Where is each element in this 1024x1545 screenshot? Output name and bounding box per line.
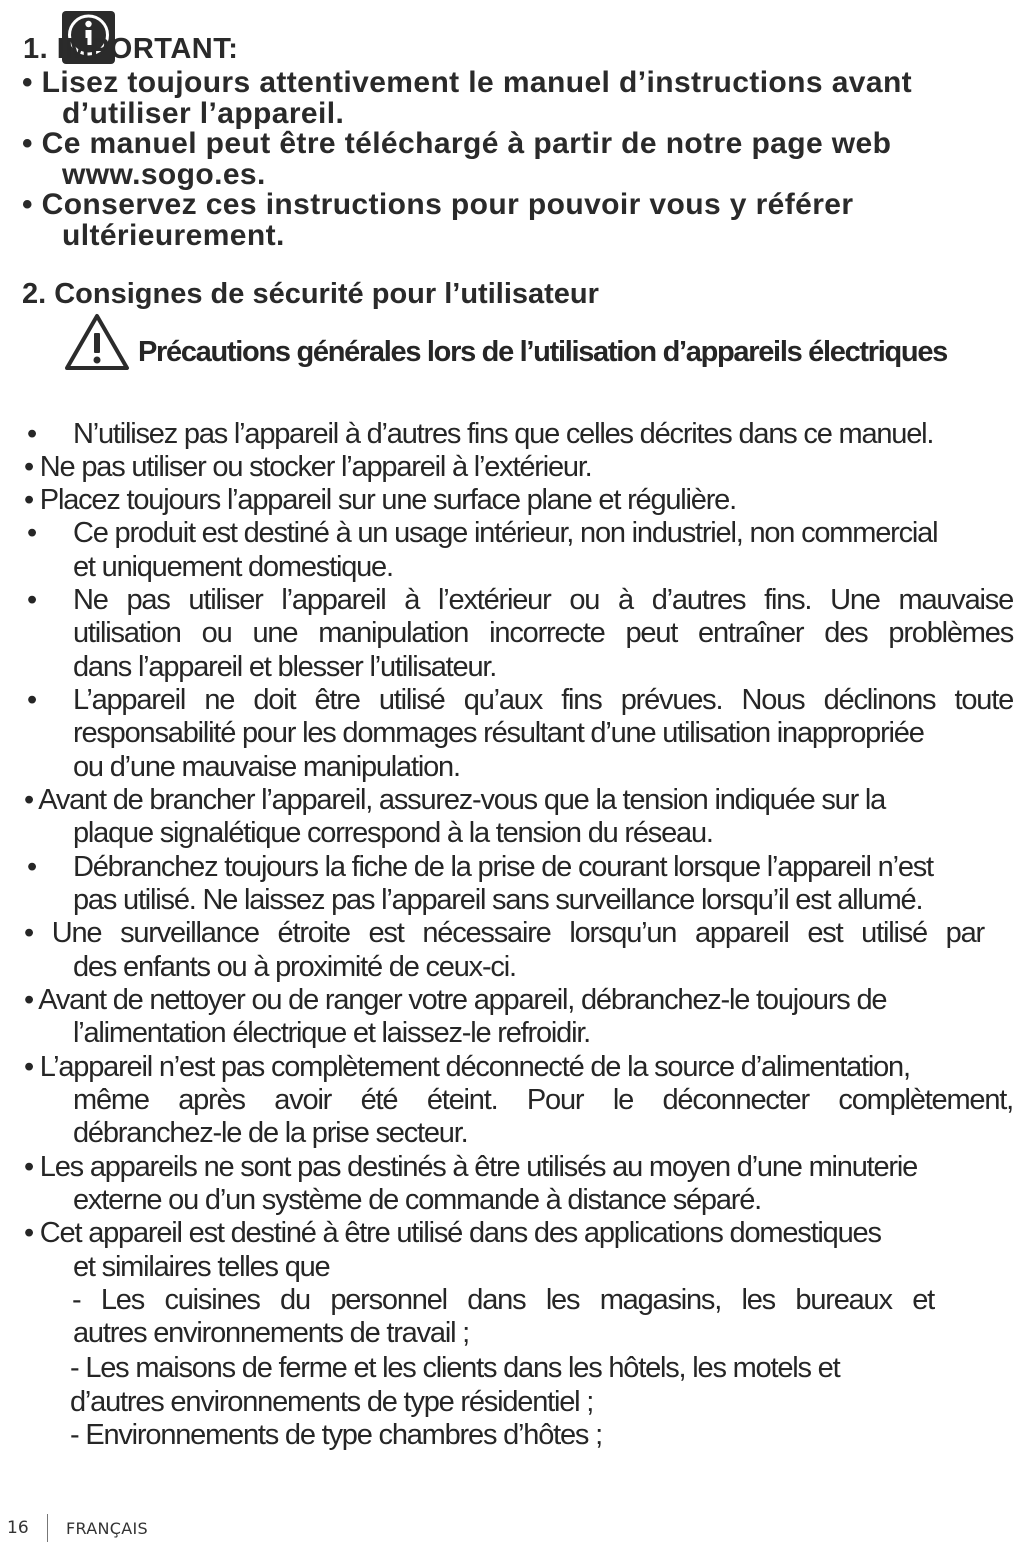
safety-line: débranchez-le de la prise secteur. — [73, 1117, 468, 1149]
page-number: 16 — [7, 1518, 29, 1538]
safety-subline: - Environnements de type chambres d’hôtes ; — [70, 1419, 602, 1451]
safety-line: • Les appareils ne sont pas destinés à être utilisés au moyen d’une minuterie — [24, 1151, 918, 1183]
safety-line: et similaires telles que — [73, 1251, 330, 1283]
safety-line: N’utilisez pas l’appareil à d’autres fins que celles décrites dans ce manuel. — [73, 418, 934, 450]
bullet-mark: • — [27, 418, 36, 450]
safety-line: • Ne pas utiliser ou stocker l’appareil à l’extérieur. — [24, 451, 592, 483]
safety-line: dans l’appareil et blesser l’utilisateur. — [73, 651, 497, 683]
safety-line: L’appareil ne doit être utilisé qu’aux fins prévues. Nous déclinons toute — [73, 684, 1013, 716]
warning-icon — [63, 312, 131, 372]
important-line: • Conservez ces instructions pour pouvoir vous y référer — [22, 188, 854, 221]
important-line: ultérieurement. — [62, 219, 285, 252]
safety-line: et uniquement domestique. — [73, 551, 393, 583]
safety-line: Ce produit est destiné à un usage intérieur, non industriel, non commercial — [73, 517, 938, 549]
safety-line: des enfants ou à proximité de ceux-ci. — [73, 951, 516, 983]
bullet-mark: • — [27, 584, 36, 616]
important-line: d’utiliser l’appareil. — [62, 97, 345, 130]
footer-language: FRANÇAIS — [66, 1519, 148, 1538]
safety-line: • L’appareil n’est pas complètement déconnecté de la source d’alimentation, — [24, 1051, 910, 1083]
safety-line: • Avant de nettoyer ou de ranger votre appareil, débranchez-le toujours de — [24, 984, 887, 1016]
safety-line: • Une surveillance étroite est nécessaire lorsqu’un appareil est utilisé par — [24, 917, 984, 949]
safety-subline: - Les cuisines du personnel dans les magasins, les bureaux et — [72, 1284, 934, 1316]
warning-heading: Précautions générales lors de l’utilisation d’appareils électriques — [138, 336, 947, 368]
safety-heading: 2. Consignes de sécurité pour l’utilisateur — [22, 278, 599, 310]
safety-line: ou d’une mauvaise manipulation. — [73, 751, 460, 783]
safety-line: • Cet appareil est destiné à être utilisé dans des applications domestiques — [24, 1217, 881, 1249]
safety-line: • Placez toujours l’appareil sur une surface plane et régulière. — [24, 484, 736, 516]
safety-line: même après avoir été éteint. Pour le déconnecter complètement, — [73, 1084, 1013, 1116]
footer-divider — [47, 1514, 48, 1542]
safety-line: utilisation ou une manipulation incorrecte peut entraîner des problèmes — [73, 617, 1013, 649]
safety-line: pas utilisé. Ne laissez pas l’appareil sans surveillance lorsqu’il est allumé. — [73, 884, 923, 916]
bullet-mark: • — [27, 851, 36, 883]
safety-line: plaque signalétique correspond à la tension du réseau. — [73, 817, 713, 849]
safety-subline: autres environnements de travail ; — [73, 1317, 470, 1349]
safety-line: externe ou d’un système de commande à distance séparé. — [73, 1184, 762, 1216]
safety-subline: - Les maisons de ferme et les clients dans les hôtels, les motels et — [70, 1352, 840, 1384]
safety-line: l’alimentation électrique et laissez-le refroidir. — [73, 1017, 591, 1049]
safety-subline: d’autres environnements de type résidentiel ; — [70, 1386, 594, 1418]
bullet-mark: • — [27, 684, 36, 716]
important-line: www.sogo.es. — [62, 158, 266, 191]
important-line: • Lisez toujours attentivement le manuel d’instructions avant — [22, 66, 913, 99]
safety-line: Ne pas utiliser l’appareil à l’extérieur ou à d’autres fins. Une mauvaise — [73, 584, 1013, 616]
safety-line: Débranchez toujours la fiche de la prise de courant lorsque l’appareil n’est — [73, 851, 933, 883]
bullet-mark: • — [27, 517, 36, 549]
important-heading: 1. IMPORTANT: — [23, 33, 239, 65]
safety-line: responsabilité pour les dommages résultant d’une utilisation inappropriée — [73, 717, 924, 749]
important-line: • Ce manuel peut être téléchargé à partir de notre page web — [22, 127, 892, 160]
safety-line: • Avant de brancher l’appareil, assurez-vous que la tension indiquée sur la — [24, 784, 886, 816]
